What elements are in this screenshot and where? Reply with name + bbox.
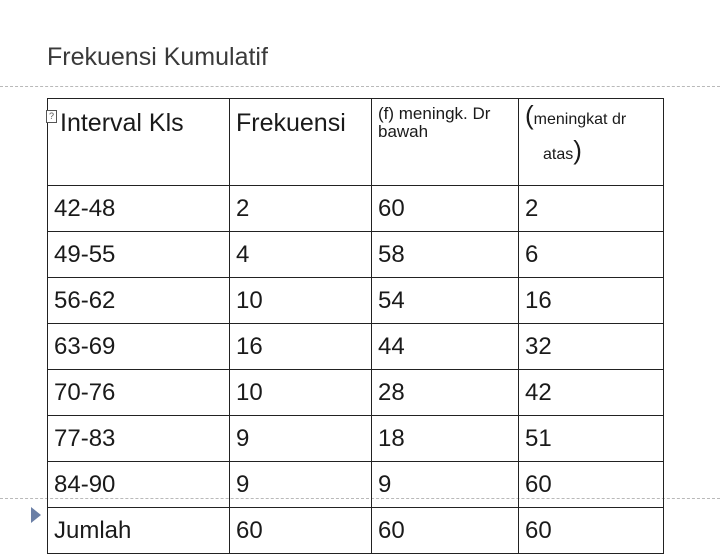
cell-from-below: 54 <box>372 278 519 324</box>
cell-interval: 84-90 <box>48 462 230 508</box>
cell-from-above: 16 <box>519 278 664 324</box>
cell-frekuensi: 16 <box>230 324 372 370</box>
top-divider <box>0 86 720 87</box>
cell-frekuensi: 2 <box>230 186 372 232</box>
cell-frekuensi: 10 <box>230 370 372 416</box>
cell-interval: 49-55 <box>48 232 230 278</box>
header-frekuensi: Frekuensi <box>230 99 372 186</box>
placeholder-glyph-icon: ? <box>46 110 57 123</box>
header-interval: Interval Kls <box>48 99 230 186</box>
cell-total-label: Jumlah <box>48 508 230 554</box>
cell-interval: 56-62 <box>48 278 230 324</box>
cell-from-above: 42 <box>519 370 664 416</box>
table-row <box>48 186 664 232</box>
page-title: Frekuensi Kumulatif <box>47 43 268 71</box>
cell-from-below: 44 <box>372 324 519 370</box>
cell-from-above: 60 <box>519 508 664 554</box>
cell-frekuensi: 60 <box>230 508 372 554</box>
triangle-bullet-icon <box>31 507 41 523</box>
cell-from-above: 32 <box>519 324 664 370</box>
table-row <box>48 370 664 416</box>
cell-from-below: 60 <box>372 186 519 232</box>
table-row-total <box>48 508 664 554</box>
table-row <box>48 278 664 324</box>
cell-from-below: 28 <box>372 370 519 416</box>
table-header-row <box>48 99 664 186</box>
cell-interval: 70-76 <box>48 370 230 416</box>
frequency-table <box>47 98 664 554</box>
header-cumulative-from-above: (meningkat dr atas) <box>519 99 664 186</box>
cell-from-above: 60 <box>519 462 664 508</box>
cell-from-below: 18 <box>372 416 519 462</box>
cell-frekuensi: 4 <box>230 232 372 278</box>
cell-from-below: 9 <box>372 462 519 508</box>
cell-interval: 42-48 <box>48 186 230 232</box>
cell-frekuensi: 9 <box>230 416 372 462</box>
cell-from-below: 58 <box>372 232 519 278</box>
header-cumulative-from-below: (f) meningk. Dr bawah <box>372 99 519 186</box>
table-row <box>48 416 664 462</box>
cell-frekuensi: 10 <box>230 278 372 324</box>
cell-frekuensi: 9 <box>230 462 372 508</box>
cell-from-above: 6 <box>519 232 664 278</box>
cell-interval: 63-69 <box>48 324 230 370</box>
cell-from-below: 60 <box>372 508 519 554</box>
cell-from-above: 51 <box>519 416 664 462</box>
table-row <box>48 232 664 278</box>
cell-interval: 77-83 <box>48 416 230 462</box>
table-row <box>48 462 664 508</box>
table-row <box>48 324 664 370</box>
cell-from-above: 2 <box>519 186 664 232</box>
